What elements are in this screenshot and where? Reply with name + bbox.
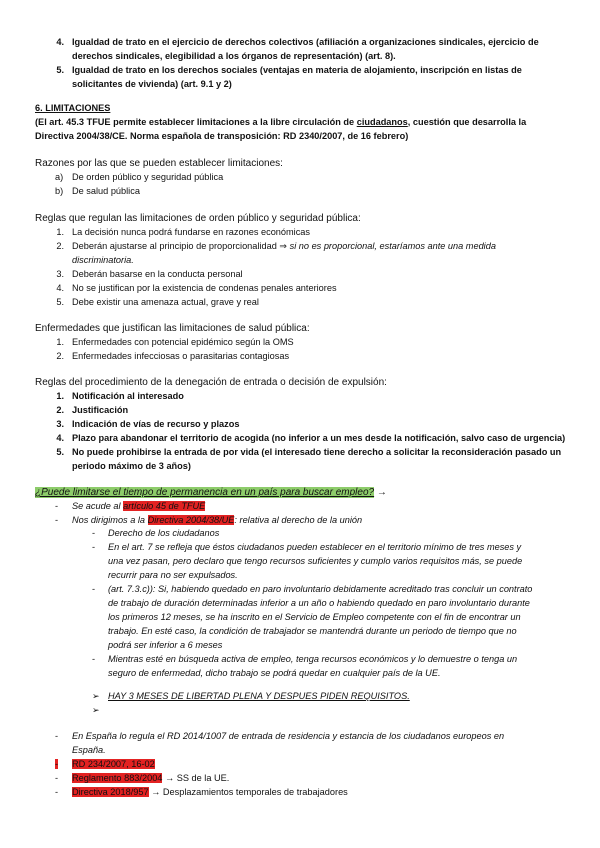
highlighted-reference: Directiva 2018/957 bbox=[72, 787, 149, 797]
list-number: 1. bbox=[56, 227, 64, 237]
item-text: Deberán ajustarse al principio de proporcionalidad ⇒ bbox=[72, 241, 290, 251]
espana-text: En España lo regula el RD 2014/1007 de entrada de residencia y estancia de los ciudadanos europeos en bbox=[72, 731, 505, 741]
sub-item-text: (art. 7.3.c)): Si, habiendo quedado en paro involuntario debidamente acreditado tras concluir un contrato bbox=[108, 584, 533, 594]
list-number: 1. bbox=[56, 337, 64, 347]
dash-bullet-icon: - bbox=[55, 515, 59, 525]
norma-line bbox=[72, 773, 229, 783]
norma-text: → SS de la UE. bbox=[162, 773, 230, 783]
list-number: 3. bbox=[56, 419, 64, 429]
list-number: 3. bbox=[56, 269, 64, 279]
list-item-text: Deberán basarse en la conducta personal bbox=[72, 269, 243, 279]
highlighted-reference: RD 234/2007, 16-02 bbox=[72, 759, 155, 769]
reglas-title: Reglas que regulan las limitaciones de orden público y seguridad pública: bbox=[35, 213, 361, 224]
intro-text: (El art. 45.3 TFUE permite establecer limitaciones a la libre circulación de bbox=[35, 117, 357, 127]
list-item-text bbox=[72, 241, 496, 252]
list-item-text: Debe existir una amenaza actual, grave y real bbox=[72, 297, 259, 307]
list-item-text: derechos sindicales, elegibilidad a los órganos de representación) (art. 8). bbox=[72, 51, 396, 61]
arrowhead-bullet-icon: ➢ bbox=[92, 691, 100, 701]
norma-line bbox=[72, 759, 155, 769]
list-number: 5. bbox=[56, 297, 64, 307]
section-intro bbox=[35, 117, 526, 127]
razones-item: De salud pública bbox=[72, 186, 140, 196]
section-intro: Directiva 2004/38/CE. Norma española de transposición: RD 2340/2007, de 16 febrero) bbox=[35, 131, 409, 141]
razones-title: Razones por las que se pueden establecer limitaciones: bbox=[35, 158, 283, 169]
dash-bullet-icon: - bbox=[92, 542, 96, 552]
list-item-text: periodo máximo de 3 años) bbox=[72, 461, 191, 471]
intro-underlined: ciudadanos bbox=[356, 117, 408, 127]
list-item-text: No se justifican por la existencia de condenas penales anteriores bbox=[72, 283, 337, 293]
list-number: 5. bbox=[56, 447, 64, 457]
dash-bullet-icon: - bbox=[55, 501, 59, 511]
dash-bullet-icon: - bbox=[92, 584, 96, 594]
list-item-text: Indicación de vías de recurso y plazos bbox=[72, 419, 240, 429]
highlighted-reference: Directiva 2004/38/UE bbox=[147, 515, 235, 525]
espana-text: España. bbox=[72, 745, 106, 755]
arrow-item-text: HAY 3 MESES DE LIBERTAD PLENA Y DESPUES PIDEN REQUISITOS. bbox=[108, 691, 410, 701]
sub-item-text: seguro de enfermedad, dicho trabajo se podrá quedar en cualquier país de la UE. bbox=[108, 668, 441, 678]
list-number: 1. bbox=[56, 391, 64, 401]
list-item-text: Igualdad de trato en el ejercicio de derechos colectivos (afiliación a organizaciones sindicales, ejercicio de bbox=[72, 37, 539, 47]
sub-item-text: En el art. 7 se refleja que éstos ciudadanos pueden establecer en el territorio mínimo de tres meses y bbox=[108, 542, 522, 552]
list-number: 2. bbox=[56, 241, 64, 251]
dash-bullet-icon: - bbox=[55, 731, 59, 741]
procedimiento-title: Reglas del procedimiento de la denegación de entrada o decisión de expulsión: bbox=[35, 377, 387, 388]
answer-text: Se acude al bbox=[72, 501, 124, 511]
list-item-text: Enfermedades infecciosas o parasitarias contagiosas bbox=[72, 351, 290, 361]
answer-text: Nos dirigimos a la bbox=[72, 515, 148, 525]
sub-item-text: podrá ser inferior a 6 meses bbox=[108, 640, 223, 650]
answer-line bbox=[72, 501, 205, 511]
sub-item-text: los primeros 12 meses, se ha inscrito en el Servicio de Empleo competente con el fin de encontrar un bbox=[108, 612, 521, 622]
arrowhead-bullet-icon: ➢ bbox=[92, 705, 100, 715]
section-heading: 6. LIMITACIONES bbox=[35, 103, 111, 113]
enfermedades-title: Enfermedades que justifican las limitaciones de salud pública: bbox=[35, 323, 310, 334]
intro-text: , cuestión que desarrolla la bbox=[407, 117, 527, 127]
razones-label: a) bbox=[55, 172, 64, 182]
list-item-text: La decisión nunca podrá fundarse en razones económicas bbox=[72, 227, 311, 237]
sub-item-text: recurrir para no ser expulsados. bbox=[108, 570, 238, 580]
sub-item-text: trabajo. En esté caso, la condición de trabajador se mantendrá durante un periodo de tiempo que no bbox=[108, 626, 517, 636]
dash-bullet-icon: - bbox=[92, 528, 96, 538]
list-number: 4. bbox=[56, 433, 64, 443]
arrow-icon: → bbox=[374, 487, 387, 498]
dash-bullet-icon: - bbox=[55, 773, 59, 783]
list-item-text: No puede prohibirse la entrada de por vida (el interesado tiene derecho a solicitar la reconsideración pasado un bbox=[72, 447, 562, 457]
norma-text: → Desplazamientos temporales de trabajadores bbox=[148, 787, 348, 797]
dash-bullet-icon: - bbox=[92, 654, 96, 664]
list-item-text: Notificación al interesado bbox=[72, 391, 184, 401]
razones-label: b) bbox=[55, 186, 64, 196]
answer-line bbox=[72, 515, 362, 525]
list-item-text: Plazo para abandonar el territorio de acogida (no inferior a un mes desde la notificación, salvo caso de urgencia) bbox=[72, 433, 566, 443]
list-item-text: solicitantes de vivienda) (art. 9.1 y 2) bbox=[72, 79, 232, 89]
highlighted-reference: Reglamento 883/2004 bbox=[72, 773, 163, 783]
sub-item-text: Derecho de los ciudadanos bbox=[108, 528, 220, 538]
razones-item: De orden público y seguridad pública bbox=[72, 172, 224, 182]
sub-item-text: Mientras esté en búsqueda activa de empleo, tenga recursos económicos y lo demuestre o tenga un bbox=[108, 654, 518, 664]
list-item-text: Enfermedades con potencial epidémico según la OMS bbox=[72, 337, 294, 347]
sub-item-text: una vez pasan, pero declaro que tengo recursos suficientes y cumplo varios requisitos más, se puede bbox=[108, 556, 523, 566]
dash-bullet-icon: - bbox=[55, 787, 59, 797]
list-number: 4. bbox=[56, 283, 64, 293]
highlighted-reference: artículo 45 de TFUE bbox=[123, 501, 206, 511]
list-number: 4. bbox=[56, 37, 64, 47]
list-item-text: Justificación bbox=[72, 405, 129, 415]
dash-bullet-icon: - bbox=[55, 759, 59, 769]
list-number: 2. bbox=[56, 405, 64, 415]
sub-item-text: de trabajo de duración determinadas inferior a un año o habiendo quedado en paro involuntario durante bbox=[108, 598, 530, 608]
item-italic: si no es proporcional, estaríamos ante una medida bbox=[289, 241, 496, 251]
list-item-text: Igualdad de trato en los derechos sociales (ventajas en materia de alojamiento, inscripción en listas de bbox=[72, 65, 522, 75]
answer-text: : relativa al derecho de la unión bbox=[234, 515, 363, 525]
question-text: ¿Puede limitarse el tiempo de permanencia en un país para buscar empleo? bbox=[35, 487, 375, 498]
question-line bbox=[35, 487, 387, 498]
list-number: 2. bbox=[56, 351, 64, 361]
norma-line bbox=[72, 787, 348, 797]
list-item-text: discriminatoria. bbox=[72, 255, 134, 265]
list-number: 5. bbox=[56, 65, 64, 75]
